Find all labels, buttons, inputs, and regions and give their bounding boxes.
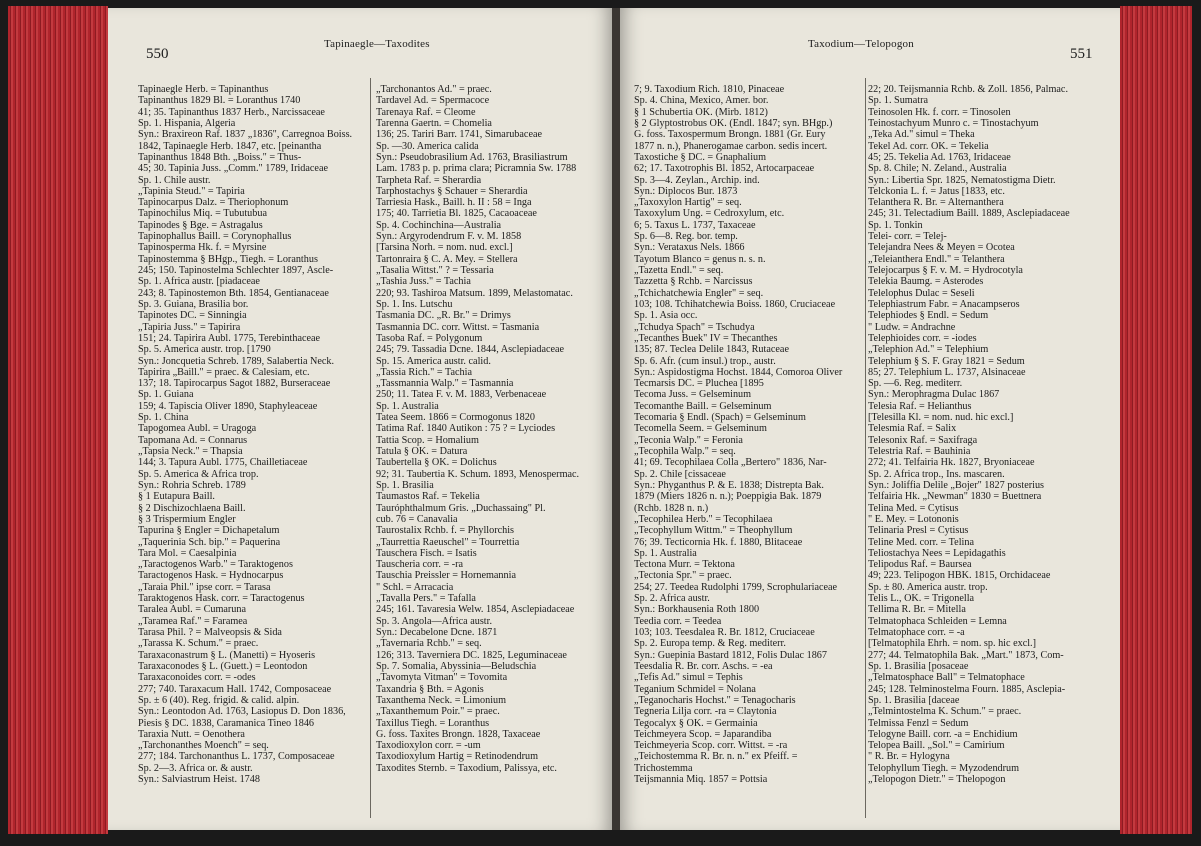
entry-line: 45; 30. Tapinia Juss. „Comm." 1789, Iridaceae bbox=[138, 163, 328, 175]
entry-line: Sp. 1. Tonkin bbox=[868, 219, 923, 231]
entry-line: 151; 24. Tapirira Aubl. 1775, Terebinthaceae bbox=[138, 332, 321, 344]
entry-line: Sp. 1. Sumatra bbox=[868, 95, 928, 107]
left-column-2 bbox=[376, 84, 602, 774]
entry-line: 277; 740. Taraxacum Hall. 1742, Composaceae bbox=[138, 683, 332, 695]
entry-line: Telinaria Presl = Cytisus bbox=[868, 525, 969, 537]
right-page-number: 551 bbox=[1070, 46, 1093, 62]
entry-line: 245; 79. Tassadia Dcne. 1844, Asclepiadaceae bbox=[376, 344, 565, 356]
entry-line: Taraxia Nutt. = Oenothera bbox=[138, 728, 245, 740]
right-running-head: Taxodium—Telopogon bbox=[808, 38, 914, 50]
entry-line: 245; 161. Tavaresia Welw. 1854, Asclepiadaceae bbox=[376, 604, 575, 616]
entry-line: „Tasalia Wittst." ? = Tessaria bbox=[376, 265, 494, 276]
entry-line: „Tecophyllum Wittm." = Theophyllum bbox=[634, 525, 793, 537]
entry-line: Telephium § S. F. Gray 1821 = Sedum bbox=[868, 355, 1025, 367]
entry-line: Sp. 4. China, Mexico, Amer. bor. bbox=[634, 95, 769, 107]
entry-line: „Tecophilea Herb." = Tecophilaea bbox=[634, 513, 773, 525]
entry-line: Tarasa Phil. ? = Malveopsis & Sida bbox=[138, 627, 282, 638]
entry-line: Taraxaconodes § L. (Guett.) = Leontodon bbox=[138, 660, 308, 672]
entry-line: „Tarchonantos Ad." = praec. bbox=[376, 84, 492, 95]
entry-line: Telogyne Baill. corr. -a = Enchidium bbox=[868, 728, 1018, 740]
entry-line: Tauróphthalmum Gris. „Duchassaing" Pl. bbox=[376, 502, 546, 514]
entry-line: „Tectonia Spr." = praec. bbox=[634, 570, 732, 582]
entry-line: cub. 76 = Canavalia bbox=[376, 513, 458, 525]
entry-line: „Tchudya Spach" = Tschudya bbox=[634, 321, 755, 333]
entry-line: Syn.: Borkhausenia Roth 1800 bbox=[634, 604, 760, 616]
entry-line: Sp. 5. America & Africa trop. bbox=[138, 468, 259, 480]
entry-line: Tarpheta Raf. = Sherardia bbox=[376, 174, 482, 186]
entry-line: Syn.: Leontodon Ad. 1763, Lasiopus D. Don 1836, bbox=[138, 706, 346, 718]
entry-line: Tarphostachys § Schauer = Sherardia bbox=[376, 185, 528, 197]
entry-line: Tasmannia DC. corr. Wittst. = Tasmania bbox=[376, 321, 540, 333]
entry-line: Tapinocarpus Dalz. = Theriophonum bbox=[138, 197, 289, 209]
entry-line: Telejocarpus § F. v. M. = Hydrocotyla bbox=[868, 265, 1023, 276]
entry-line: 175; 40. Tarrietia Bl. 1825, Cacaoaceae bbox=[376, 208, 537, 220]
entry-line: Taurostalix Rchb. f. = Phyllorchis bbox=[376, 525, 515, 537]
entry-line: (Rchb. 1828 n. n.) bbox=[634, 502, 709, 514]
entry-line: Sp. 2. Europa temp. & Reg. mediterr. bbox=[634, 638, 786, 650]
entry-line: Tapomana Ad. = Connarus bbox=[138, 434, 248, 446]
entry-line: Tapinanthus 1829 Bl. = Loranthus 1740 bbox=[138, 95, 301, 107]
entry-line: Lam. 1783 p. p. prima clara; Picramnia Sw. 1788 bbox=[376, 163, 577, 175]
entry-line: „Tchichatchewia Engler" = seq. bbox=[634, 287, 764, 299]
entry-line: „Taxoxylon Hartig" = seq. bbox=[634, 197, 742, 209]
entry-line: Teinostachyum Munro c. = Tinostachyum bbox=[868, 117, 1039, 129]
entry-line: Tarenna Gaertn. = Chomelia bbox=[376, 117, 492, 129]
entry-line: 85; 27. Telephium L. 1737, Alsinaceae bbox=[868, 366, 1026, 378]
entry-line: Syn.: Aspidostigma Hochst. 1844, Comoroa Oliver bbox=[634, 366, 843, 378]
entry-line: Syn.: Salviastrum Heist. 1748 bbox=[138, 774, 260, 786]
entry-line: Telmatophaca Schleiden = Lemna bbox=[868, 615, 1007, 627]
entry-line: Sp. 6. Afr. (cum insul.) trop., austr. bbox=[634, 355, 776, 367]
entry-line: Telephiastrum Fabr. = Anacampseros bbox=[868, 298, 1020, 310]
entry-line: Sp. ± 80. America austr. trop. bbox=[868, 581, 988, 593]
entry-line: Teganium Schmidel = Nolana bbox=[634, 683, 756, 695]
entry-line: „Tapinia Steud." = Tapiria bbox=[138, 185, 245, 197]
gutter bbox=[612, 8, 620, 830]
entry-line: Trichostemma bbox=[634, 762, 693, 774]
entry-line: 45; 25. Tekelia Ad. 1763, Iridaceae bbox=[868, 151, 1011, 163]
entry-line: Sp. 1. Guiana bbox=[138, 389, 194, 401]
entry-line: Sp. 5. America austr. trop. [1790 bbox=[138, 344, 271, 356]
entry-line: G. foss. Taxospermum Brongn. 1881 (Gr. Eury bbox=[634, 129, 826, 141]
entry-line: „Taquerinia Sch. bip." = Paquerina bbox=[138, 536, 281, 548]
entry-line: Tasoba Raf. = Polygonum bbox=[376, 332, 483, 344]
entry-line: 62; 17. Taxotrophis Bl. 1852, Artocarpaceae bbox=[634, 163, 815, 175]
entry-line: Telekia Baumg. = Asterodes bbox=[868, 276, 984, 288]
entry-line: „Teleianthera Endl." = Telanthera bbox=[868, 253, 1005, 265]
entry-line: Telelophus Dulac = Seseli bbox=[868, 287, 975, 299]
entry-line: 126; 313. Taverniera DC. 1825, Leguminaceae bbox=[376, 649, 567, 661]
entry-line: Syn.: Phyganthus P. & E. 1838; Distrepta Bak. bbox=[634, 479, 824, 491]
entry-line: Tayotum Blanco = genus n. s. n. bbox=[634, 253, 766, 265]
entry-line: [Telmatophila Ehrh. = nom. sp. hic excl.] bbox=[868, 638, 1036, 650]
entry-line: Sp. 2. Africa trop., Ins. mascaren. bbox=[868, 468, 1005, 480]
entry-line: Sp. 1. Africa austr. [piadaceae bbox=[138, 276, 260, 288]
entry-line: § 3 Trispermium Engler bbox=[138, 513, 236, 525]
entry-line: Tapinaegle Herb. = Tapinanthus bbox=[138, 84, 269, 95]
entry-line: [Tarsina Norh. = nom. nud. excl.] bbox=[376, 242, 513, 254]
entry-line: Tarenaya Raf. = Cleome bbox=[376, 106, 476, 118]
entry-line: Taxodioxylum Hartig = Retinodendrum bbox=[376, 751, 539, 763]
entry-line: Tardavel Ad. = Spermacoce bbox=[376, 95, 490, 107]
entry-line: 220; 93. Tashiroa Matsum. 1899, Melastomatac. bbox=[376, 287, 573, 299]
entry-line: „Taurrettia Raeuschel" = Tourrettia bbox=[376, 536, 520, 548]
entry-line: Syn.: Pseudobrasilium Ad. 1763, Brasiliastrum bbox=[376, 151, 568, 163]
entry-line: „Taramea Raf." = Faramea bbox=[138, 615, 248, 627]
entry-line: 243; 8. Tapinostemon Bth. 1854, Gentianaceae bbox=[138, 287, 329, 299]
entry-line: Teinosolen Hk. f. corr. = Tinosolen bbox=[868, 106, 1011, 118]
entry-line: „Telmintostelma K. Schum." = praec. bbox=[868, 706, 1022, 718]
entry-line: Taxillus Tiegh. = Loranthus bbox=[376, 717, 490, 729]
entry-line: Tapinophallus Baill. = Corynophallus bbox=[138, 231, 292, 243]
entry-line: Tekel Ad. corr. OK. = Tekelia bbox=[868, 140, 989, 152]
entry-line: 272; 41. Telfairia Hk. 1827, Bryoniaceae bbox=[868, 457, 1035, 469]
entry-line: Tarriesia Hask., Baill. h. II : 58 = Inga bbox=[376, 197, 532, 209]
entry-line: Teichmeyeria Scop. corr. Wittst. = -ra bbox=[634, 740, 788, 752]
entry-line: „Teconia Walp." = Feronia bbox=[634, 434, 743, 446]
entry-line: G. foss. Taxites Brongn. 1828, Taxaceae bbox=[376, 728, 541, 740]
entry-line: Telis L., OK. = Trigonella bbox=[868, 593, 975, 605]
entry-line: 92; 31. Taubertia K. Schum. 1893, Menospermac. bbox=[376, 468, 580, 480]
entry-line: Sp. 4. Cochinchina—Australia bbox=[376, 219, 502, 231]
entry-line: „Tefis Ad." simul = Tephis bbox=[634, 672, 743, 684]
entry-line: Telmatophace corr. = -a bbox=[868, 627, 965, 638]
entry-line: " Schl. = Arracacia bbox=[376, 581, 454, 593]
right-column-2 bbox=[868, 84, 1094, 785]
entry-line: „Taraia Phil." ipse corr. = Tarasa bbox=[138, 581, 271, 593]
entry-line: Syn.: Braxireon Raf. 1837 „1836", Carregnoa Boiss. bbox=[138, 129, 353, 141]
entry-line: „Taxanthemum Poir." = praec. bbox=[376, 706, 500, 718]
entry-line: 103; 108. Tchihatchewia Boiss. 1860, Cruciaceae bbox=[634, 298, 836, 310]
entry-line: Syn.: Joncquetia Schreb. 1789, Salabertia Neck. bbox=[138, 355, 335, 367]
entry-line: 245; 31. Telectadium Baill. 1889, Asclepiadaceae bbox=[868, 208, 1070, 220]
entry-line: „Tarassa K. Schum." = praec. bbox=[138, 638, 259, 650]
entry-line: Sp. 3. Guiana, Brasilia bor. bbox=[138, 298, 249, 310]
entry-line: Taraxaconastrum § L. (Manetti) = Hyoseris bbox=[138, 649, 316, 661]
entry-line: Syn.: Joliffia Delile „Bojer" 1827 posterius bbox=[868, 479, 1045, 491]
entry-line: 41; 69. Tecophilaea Colla „Bertero" 1836, Nar- bbox=[634, 457, 827, 469]
entry-line: Tasmania DC. „R. Br." = Drimys bbox=[376, 310, 511, 322]
entry-line: „Taractogenos Warb." = Taraktogenos bbox=[138, 559, 293, 571]
entry-line: Sp. 1. Brasilia [daceae bbox=[868, 694, 960, 706]
entry-line: Tatima Raf. 1840 Autikon : 75 ? = Lyciodes bbox=[376, 423, 556, 435]
entry-line: 6; 5. Taxus L. 1737, Taxaceae bbox=[634, 219, 756, 231]
entry-line: 254; 27. Teedea Rudolphi 1799, Scrophulariaceae bbox=[634, 581, 838, 593]
entry-line: Telephiodes § Endl. = Sedum bbox=[868, 310, 989, 322]
entry-line: " E. Mey. = Lotononis bbox=[868, 513, 959, 525]
entry-line: Tapinochilus Miq. = Tubutubua bbox=[138, 208, 267, 220]
entry-line: Tauschera Fisch. = Isatis bbox=[376, 547, 477, 559]
entry-line: Sp. 2—3. Africa or. & austr. bbox=[138, 762, 253, 774]
entry-line: Tauscheria corr. = -ra bbox=[376, 559, 464, 571]
entry-line: Telesmia Raf. = Salix bbox=[868, 423, 957, 435]
entry-line: Tazzetta § Rchb. = Narcissus bbox=[634, 276, 753, 288]
entry-line: [Telesilla Kl. = nom. nud. hic excl.] bbox=[868, 412, 1014, 424]
entry-line: Syn.: Verataxus Nels. 1866 bbox=[634, 242, 745, 254]
entry-line: 76; 39. Tecticornia Hk. f. 1880, Blitaceae bbox=[634, 536, 803, 548]
left-column-1 bbox=[138, 84, 364, 785]
entry-line: Tecomaria § Endl. (Spach) = Gelseminum bbox=[634, 412, 806, 424]
entry-line: 159; 4. Tapiscia Oliver 1890, Staphyleaceae bbox=[138, 400, 318, 412]
entry-line: Syn.: Libertia Spr. 1825, Nematostigma Dietr. bbox=[868, 174, 1056, 186]
entry-line: Taxandria § Bth. = Agonis bbox=[376, 683, 484, 695]
entry-line: Sp. 1. Brasilia bbox=[376, 479, 434, 491]
entry-line: Telopea Baill. „Sol." = Camirium bbox=[868, 740, 1005, 752]
left-page-edges bbox=[8, 6, 108, 834]
left-page-number: 550 bbox=[146, 46, 169, 62]
entry-line: Tattia Scop. = Homalium bbox=[376, 434, 479, 446]
entry-line: Syn.: Rohria Schreb. 1789 bbox=[138, 479, 246, 491]
entry-line: Sp. 1. Asia occ. bbox=[634, 310, 698, 322]
entry-line: Sp. 7. Somalia, Abyssinia—Beludschia bbox=[376, 660, 537, 672]
entry-line: „Tapiria Juss." = Tapirira bbox=[138, 321, 241, 333]
entry-line: Telfairia Hk. „Newman" 1830 = Buettnera bbox=[868, 491, 1042, 503]
entry-line: Teliostachya Nees = Lepidagathis bbox=[868, 547, 1006, 559]
entry-line: Telephioides corr. = -iodes bbox=[868, 332, 977, 344]
right-column-1 bbox=[634, 84, 860, 785]
entry-line: Telejandra Nees & Meyen = Ocotea bbox=[868, 242, 1015, 254]
entry-line: „Telephion Ad." = Telephium bbox=[868, 344, 989, 356]
entry-line: „Tavalla Pers." = Tafalla bbox=[376, 593, 476, 605]
right-page-edges bbox=[1120, 6, 1192, 834]
entry-line: 250; 11. Tatea F. v. M. 1883, Verbenaceae bbox=[376, 389, 547, 401]
entry-line: 49; 223. Telipogon HBK. 1815, Orchidaceae bbox=[868, 570, 1051, 582]
entry-line: Sp. 3—4. Zeylan., Archip. ind. bbox=[634, 174, 760, 186]
entry-line: Taxanthema Neck. = Limonium bbox=[376, 694, 507, 706]
entry-line: Teesdalia R. Br. corr. Aschs. = -ea bbox=[634, 660, 773, 672]
left-page bbox=[108, 8, 612, 830]
entry-line: Tartonraira § C. A. Mey. = Stellera bbox=[376, 253, 518, 265]
entry-line: Sp. —30. America calida bbox=[376, 140, 479, 152]
entry-line: Piesis § DC. 1838, Caramanica Tineo 1846 bbox=[138, 717, 315, 729]
left-running-head: Tapinaegle—Taxodites bbox=[324, 38, 430, 50]
entry-line: 22; 20. Teijsmannia Rchb. & Zoll. 1856, Palmac. bbox=[868, 84, 1068, 95]
entry-line: § 1 Eutapura Baill. bbox=[138, 491, 215, 503]
entry-line: Tatula § OK. = Datura bbox=[376, 446, 468, 457]
entry-line: Tapinodes § Bge. = Astragalus bbox=[138, 219, 263, 231]
entry-line: Sp. 1. Australia bbox=[634, 547, 697, 559]
entry-line: Tegocalyx § OK. = Germainia bbox=[634, 717, 758, 729]
entry-line: Taumastos Raf. = Tekelia bbox=[376, 491, 480, 503]
entry-line: Sp. 6—8. Reg. bor. temp. bbox=[634, 231, 738, 243]
entry-line: Taraktogenos Hask. corr. = Taractogenus bbox=[138, 593, 305, 605]
entry-line: Tatea Seem. 1866 = Cormogonus 1820 bbox=[376, 412, 535, 424]
entry-line: Tauschia Preissler = Hornemannia bbox=[376, 570, 516, 582]
entry-line: Telmissa Fenzl = Sedum bbox=[868, 717, 969, 729]
column-rule bbox=[865, 78, 866, 818]
entry-line: " Ludw. = Andrachne bbox=[868, 321, 956, 333]
entry-line: Sp. 2. Chile [cissaceae bbox=[634, 468, 726, 480]
entry-line: 277; 44. Telmatophila Bak. „Mart." 1873, Com- bbox=[868, 649, 1064, 661]
entry-line: Syn.: Merophragma Dulac 1867 bbox=[868, 389, 1000, 401]
entry-line: „Teganocharis Hochst." = Tenagocharis bbox=[634, 694, 796, 706]
entry-line: Tecomanthe Baill. = Gelseminum bbox=[634, 400, 772, 412]
entry-line: § 2 Dischizochlaena Baill. bbox=[138, 502, 246, 514]
entry-line: Telanthera R. Br. = Alternanthera bbox=[868, 197, 1004, 209]
entry-line: „Tassmannia Walp." = Tasmannia bbox=[376, 378, 514, 390]
entry-line: 245; 128. Telminostelma Fourn. 1885, Asclepia- bbox=[868, 683, 1066, 695]
entry-line: Sp. 2. Africa austr. bbox=[634, 593, 710, 605]
entry-line: Tecoma Juss. = Gelseminum bbox=[634, 389, 752, 401]
entry-line: Telckonia L. f. = Jatus [1833, etc. bbox=[868, 185, 1005, 197]
entry-line: Sp. 1. Ins. Lutschu bbox=[376, 298, 453, 310]
entry-line: Telesia Raf. = Helianthus bbox=[868, 400, 972, 412]
entry-line: 1842, Tapinaegle Herb. 1847, etc. [peinantha bbox=[138, 140, 322, 152]
entry-line: Telesonix Raf. = Saxifraga bbox=[868, 434, 978, 446]
entry-line: 137; 18. Tapirocarpus Sagot 1882, Burseraceae bbox=[138, 378, 331, 390]
entry-line: „Tazetta Endl." = seq. bbox=[634, 265, 724, 276]
entry-line: Tapinostemma § BHgp., Tiegh. = Loranthus bbox=[138, 253, 318, 265]
entry-line: " R. Br. = Hylogyna bbox=[868, 751, 950, 763]
entry-line: „Tavomyta Vitman" = Tovomita bbox=[376, 672, 508, 684]
entry-line: Tellima R. Br. = Mitella bbox=[868, 604, 966, 616]
entry-line: Sp. ± 6 (40). Reg. frigid. & calid. alpin. bbox=[138, 694, 300, 706]
entry-line: „Tecophila Walp." = seq. bbox=[634, 446, 736, 457]
entry-line: „Tashia Juss." = Tachia bbox=[376, 276, 471, 288]
entry-line: Sp. —6. Reg. mediterr. bbox=[868, 378, 963, 390]
entry-line: Teline Med. corr. = Telina bbox=[868, 536, 974, 548]
entry-line: 144; 3. Tapura Aubl. 1775, Chailletiaceae bbox=[138, 457, 308, 469]
entry-line: 277; 184. Tarchonanthus L. 1737, Composaceae bbox=[138, 751, 335, 763]
entry-line: 41; 35. Tapinanthus 1837 Herb., Narcissaceae bbox=[138, 106, 325, 118]
entry-line: Teedia corr. = Teedea bbox=[634, 615, 722, 627]
entry-line: „Tapsia Neck." = Thapsia bbox=[138, 446, 243, 457]
entry-line: Telophyllum Tiegh. = Myzodendrum bbox=[868, 762, 1020, 774]
entry-line: „Tarchonanthes Moench" = seq. bbox=[138, 740, 269, 752]
entry-line: 1877 n. n.), Phanerogamae carbon. sedis incert. bbox=[634, 140, 828, 152]
entry-line: 1879 (Miers 1826 n. n.); Poeppigia Bak. 1879 bbox=[634, 491, 822, 503]
entry-line: Sp. 15. America austr. calid. bbox=[376, 355, 491, 367]
entry-line: Sp. 1. Australia bbox=[376, 400, 439, 412]
entry-line: Telestria Raf. = Bauhinia bbox=[868, 446, 971, 457]
entry-line: Sp. 1. Brasilia [posaceae bbox=[868, 660, 969, 672]
entry-line: Tapirira „Baill." = praec. & Calesiam, etc. bbox=[138, 366, 310, 378]
entry-line: 103; 103. Teesdalea R. Br. 1812, Cruciaceae bbox=[634, 627, 815, 638]
entry-line: „Tavernaria Rchb." = seq. bbox=[376, 638, 482, 650]
entry-line: Syn.: Diplocos Bur. 1873 bbox=[634, 185, 738, 197]
entry-line: Sp. 1. Chile austr. bbox=[138, 174, 211, 186]
entry-line: Telipodus Raf. = Baursea bbox=[868, 559, 972, 571]
entry-line: Telei- corr. = Telej- bbox=[868, 231, 947, 243]
entry-line: „Teka Ad." simul = Theka bbox=[868, 129, 975, 141]
entry-line: „Tassia Rich." = Tachia bbox=[376, 366, 472, 378]
entry-line: 245; 150. Tapinostelma Schlechter 1897, Ascle- bbox=[138, 265, 334, 276]
entry-line: Tectona Murr. = Tektona bbox=[634, 559, 735, 571]
entry-line: Taxodites Sternb. = Taxodium, Palissya, etc. bbox=[376, 762, 557, 774]
entry-line: Telina Med. = Cytisus bbox=[868, 502, 959, 514]
entry-line: 135; 87. Teclea Delile 1843, Rutaceae bbox=[634, 344, 789, 356]
entry-line: Tara Mol. = Caesalpinia bbox=[138, 547, 237, 559]
entry-line: Syn.: Guepinia Bastard 1812, Folis Dulac 1867 bbox=[634, 649, 827, 661]
entry-line: Tecmarsis DC. = Pluchea [1895 bbox=[634, 378, 764, 390]
entry-line: Sp. 8. Chile; N. Zeland., Australia bbox=[868, 163, 1007, 175]
entry-line: Syn.: Decabelone Dcne. 1871 bbox=[376, 627, 498, 638]
entry-line: Teichmeyera Scop. = Japarandiba bbox=[634, 728, 772, 740]
entry-line: Teijsmannia Miq. 1857 = Pottsia bbox=[634, 774, 768, 786]
column-rule bbox=[370, 78, 371, 818]
entry-line: Tapogomea Aubl. = Uragoga bbox=[138, 423, 257, 435]
entry-line: Taxostiche § DC. = Gnaphalium bbox=[634, 151, 767, 163]
entry-line: § 1 Schubertia OK. (Mirb. 1812) bbox=[634, 106, 768, 118]
entry-line: Tecomella Seem. = Gelseminum bbox=[634, 423, 767, 435]
entry-line: „Telmatosphace Ball" = Telmatophace bbox=[868, 672, 1025, 684]
entry-line: Taxodioxylon corr. = -um bbox=[376, 740, 481, 752]
entry-line: Sp. 3. Angola—Africa austr. bbox=[376, 615, 493, 627]
entry-line: 136; 25. Tariri Barr. 1741, Simarubaceae bbox=[376, 129, 543, 141]
entry-line: Sp. 1. China bbox=[138, 412, 189, 424]
entry-line: Taractogenos Hask. = Hydnocarpus bbox=[138, 570, 284, 582]
right-page bbox=[620, 8, 1120, 830]
entry-line: 7; 9. Taxodium Rich. 1810, Pinaceae bbox=[634, 84, 785, 95]
entry-line: Tapurina § Engler = Dichapetalum bbox=[138, 525, 280, 537]
entry-line: Tapinanthus 1848 Bth. „Boiss." = Thus- bbox=[138, 151, 302, 163]
entry-line: Tapinotes DC. = Sinningia bbox=[138, 310, 247, 322]
entry-line: Taubertella § OK. = Dolichus bbox=[376, 457, 497, 469]
entry-line: Tegneria Lilja corr. -ra = Claytonia bbox=[634, 706, 777, 718]
entry-line: „Teichostemma R. Br. n. n." ex Pfeiff. = bbox=[634, 751, 798, 763]
entry-line: Syn.: Argyrodendrum F. v. M. 1858 bbox=[376, 231, 522, 243]
entry-line: Taralea Aubl. = Cumaruna bbox=[138, 604, 247, 616]
entry-line: „Telopogon Dietr." = Thelopogon bbox=[868, 774, 1006, 786]
entry-line: § 2 Glyptostrobus OK. (Endl. 1847; syn. BHgp.) bbox=[634, 117, 833, 129]
entry-line: „Tecanthes Buek" IV = Thecanthes bbox=[634, 332, 778, 344]
entry-line: Sp. 1. Hispania, Algeria bbox=[138, 117, 236, 129]
entry-line: Taraxaconoides corr. = -odes bbox=[138, 672, 256, 684]
entry-line: Taxoxylum Ung. = Cedroxylum, etc. bbox=[634, 208, 785, 220]
entry-line: Tapinosperma Hk. f. = Myrsine bbox=[138, 242, 267, 254]
